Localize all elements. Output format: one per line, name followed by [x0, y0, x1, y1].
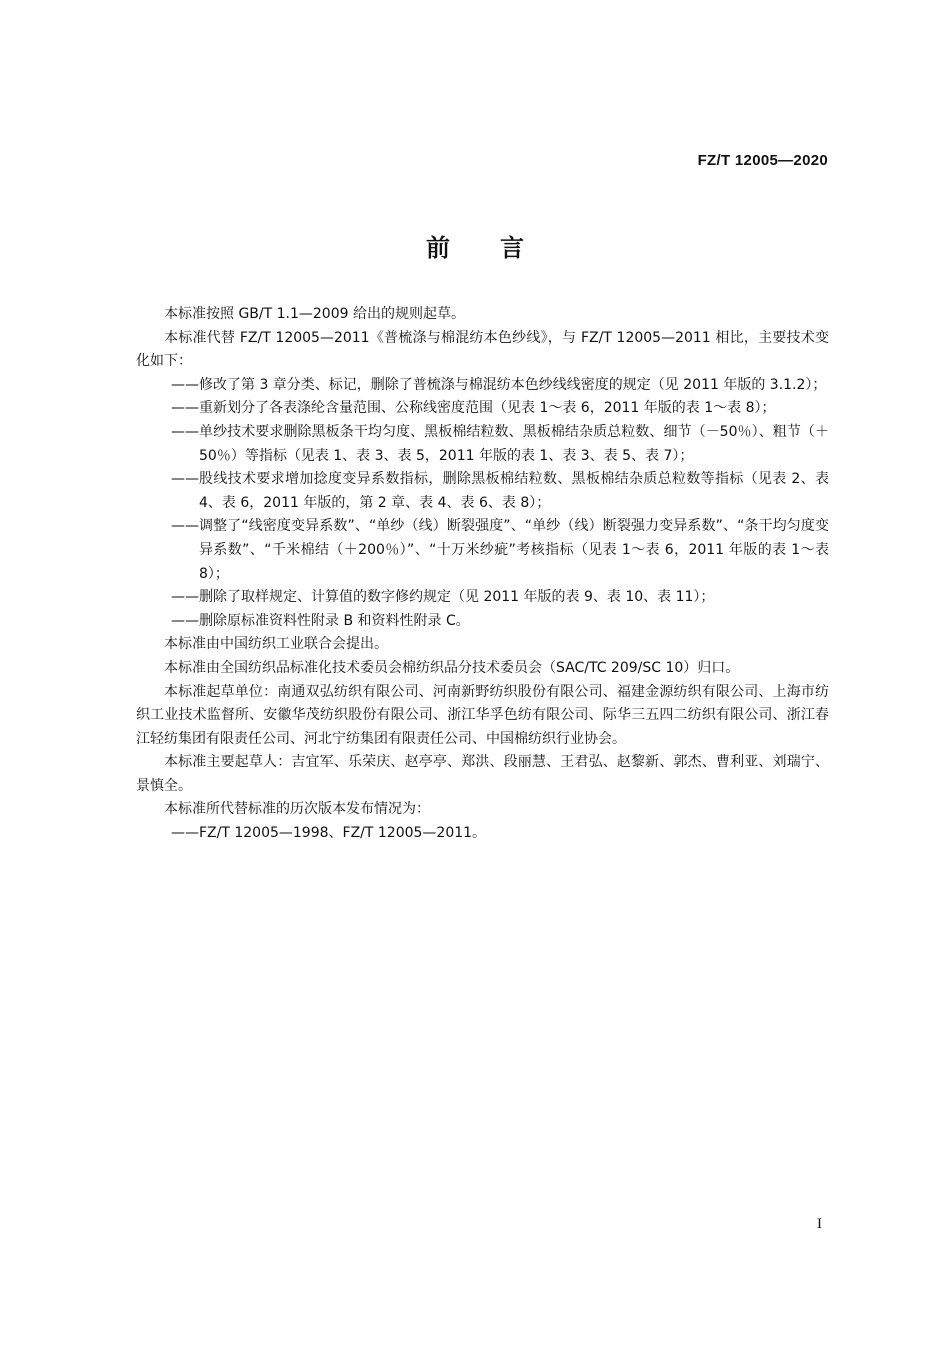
paragraph-history-intro: 本标准所代替标准的历次版本发布情况为： — [164, 801, 430, 818]
dash-marker: —— — [171, 518, 199, 535]
paragraph-committee: 本标准由全国纺织品标准化技术委员会棉纺织品分技术委员会（SAC/TC 209/SC 10）归口。 — [164, 659, 740, 676]
dash-marker: —— — [171, 825, 199, 842]
change-item — [136, 397, 829, 421]
dash-marker: —— — [171, 376, 199, 393]
change-item — [136, 610, 829, 634]
dash-marker: —— — [171, 471, 199, 488]
paragraph-drafting-rules: 本标准按照 GB/T 1.1—2009 给出的规则起草。 — [164, 306, 465, 322]
change-item — [136, 515, 829, 586]
page-title: 前言 — [426, 234, 574, 262]
change-item — [136, 374, 829, 398]
change-item-text: 股线技术要求增加捻度变异系数指标，删除黑板棉结粒数、黑板棉结杂质总粒数等指标（见表 2、表 4、表 6，2011 年版的，第 2 章、表 4、表 6、表 8）； — [199, 471, 829, 511]
dash-marker: —— — [171, 589, 199, 606]
page-number: I — [817, 1216, 822, 1232]
change-item — [136, 586, 829, 610]
change-item-text: 重新划分了各表涤纶含量范围、公称线密度范围（见表 1～表 6，2011 年版的表 1～表 8）； — [199, 400, 776, 417]
change-item — [136, 421, 829, 468]
paragraph-replacement: 本标准代替 FZ/T 12005—2011《普梳涤与棉混纺本色纱线》，与 FZ/T 12005—2011 相比，主要技术变化如下： — [136, 329, 829, 370]
change-item-text: 删除原标准资料性附录 B 和资料性附录 C。 — [199, 612, 470, 629]
paragraph-drafters: 本标准主要起草人：吉宜军、乐荣庆、赵亭亭、郑洪、段丽慧、王君弘、赵黎新、郭杰、曹利亚、刘瑞宁、景慎全。 — [136, 754, 829, 794]
change-item-text: 单纱技术要求删除黑板条干均匀度、黑板棉结粒数、黑板棉结杂质总粒数、细节（－50％）、粗节（＋50％）等指标（见表 1、表 3、表 5，2011 年版的表 1、表 3、表 5、表 7）； — [199, 423, 829, 464]
change-item — [136, 468, 829, 515]
change-item-text: 删除了取样规定、计算值的数字修约规定（见 2011 年版的表 9、表 10、表 11）； — [199, 589, 715, 606]
change-item-text: 修改了第 3 章分类、标记，删除了普梳涤与棉混纺本色纱线线密度的规定（见 2011 年版的 3.1.2）； — [199, 376, 827, 393]
dash-marker: —— — [171, 423, 199, 440]
standard-code: FZ/T 12005—2020 — [697, 152, 828, 169]
paragraph-proposer: 本标准由中国纺织工业联合会提出。 — [164, 636, 388, 653]
history-item-text: FZ/T 12005—1998、FZ/T 12005—2011。 — [199, 825, 487, 842]
dash-marker: —— — [171, 400, 199, 417]
foreword-body — [136, 303, 829, 846]
history-item — [136, 822, 829, 846]
dash-marker: —— — [171, 612, 199, 629]
paragraph-drafting-units: 本标准起草单位：南通双弘纺织有限公司、河南新野纺织股份有限公司、福建金源纺织有限公司、上海市纺织工业技术监督所、安徽华茂纺织股份有限公司、浙江华孚色纺有限公司、际华三五四二纺织有限公司、浙江春江轻纺集团有限责任公司、河北宁纺集团有限责任公司、中国棉纺织行业协会。 — [136, 683, 829, 747]
change-item-text: 调整了“线密度变异系数”、“单纱（线）断裂强度”、“单纱（线）断裂强力变异系数”、“条干均匀度变异系数”、“千米棉结（＋200％）”、“十万米纱疵”考核指标（见表 1～表 6，2011 年版的表 1～表 8）； — [199, 518, 829, 582]
